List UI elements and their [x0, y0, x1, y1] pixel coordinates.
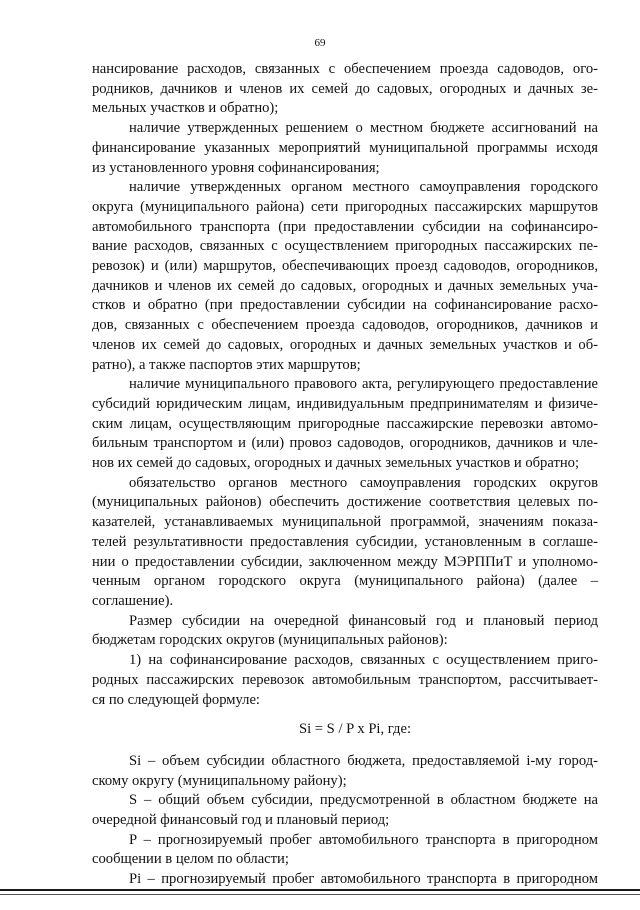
text-line: бильным транспортом и (или) провоз садоводов, огородников, дачников и чле- — [92, 435, 598, 452]
definition-si — [92, 752, 598, 791]
text-line: дов, связанных с обеспечением проезда садоводов, огородников, дачников и — [92, 317, 598, 334]
page-number: 69 — [314, 37, 326, 49]
text-line: (муниципальных районов) обеспечить достижение соответствия целевых по- — [92, 494, 598, 511]
text-line: скому округу (муниципальному району); — [92, 772, 347, 789]
paragraph-cofinancing — [92, 651, 598, 710]
text-line: 1) на софинансирование расходов, связанных с осуществлением приго- — [129, 652, 598, 669]
text-line: очередной финансовый год и плановый период; — [92, 812, 390, 829]
definition-s — [92, 791, 598, 830]
text-line: наличие муниципального правового акта, регулирующего предоставление — [129, 376, 598, 393]
text-line: финансирование указанных мероприятий муниципальной программы исходя — [92, 139, 598, 156]
text-line: дачников и членов их семей до садовых, огородных и дачных земельных уча- — [92, 277, 598, 294]
text-line: родников, дачников и членов их семей до садовых, огородных и дачных зе- — [92, 80, 598, 97]
text-line: нансирование расходов, связанных с обеспечением проезда садоводов, ого- — [92, 61, 598, 77]
subsidy-formula: Si = S / P x Pi, где: — [298, 721, 412, 738]
text-line: округа (муниципального района) сети пригородных пассажирских маршрутов — [92, 198, 598, 215]
text-line: из установленного уровня софинансирования; — [92, 159, 380, 176]
paragraph-obligation — [92, 474, 598, 612]
paragraph-route-network — [92, 178, 598, 375]
text-line: автомобильного транспорта (при предоставлении субсидии на софинансиро- — [92, 218, 598, 235]
text-line: нов их семей до садовых, огородных и дачных земельных участков и обратно; — [92, 455, 579, 472]
text-line: родных пассажирских перевозок автомобильным транспортом, рассчитывает- — [92, 671, 598, 688]
text-line: P – прогнозируемый пробег автомобильного транспорта в пригородном — [129, 831, 598, 848]
text-line: стков и обратно (при предоставлении субсидии на софинансирование расхо- — [92, 297, 598, 314]
text-line: казателей, устанавливаемых муниципальной программой, значениям показа- — [92, 514, 598, 531]
text-line: Pi – прогнозируемый пробег автомобильного транспорта в пригородном — [129, 871, 598, 888]
text-line: S – общий объем субсидии, предусмотренной в областном бюджете на — [129, 792, 598, 809]
text-line: соглашение). — [92, 592, 174, 609]
text-line: телей результативности предоставления субсидии, установленным в соглаше- — [92, 533, 598, 550]
text-line: наличие утвержденных органом местного самоуправления городского — [129, 179, 598, 196]
paragraph-continuation — [92, 60, 598, 119]
text-line: ревозок) и (или) маршрутов, обеспечивающих проезд садоводов, огородников, — [92, 258, 598, 275]
text-line: нии о предоставлении субсидии, заключенном между МЭРППиТ и уполномо- — [92, 553, 598, 570]
document-body — [92, 60, 598, 910]
paragraph-subsidy-size — [92, 612, 598, 651]
text-line: членов их семей до садовых, огородных и дачных земельных участков и об- — [92, 336, 598, 353]
text-line: наличие утвержденных решением о местном бюджете ассигнований на — [129, 120, 598, 137]
text-line: сообщении в целом по области; — [92, 851, 289, 868]
text-line: ратно), а также паспортов этих маршрутов; — [92, 356, 361, 373]
paragraph-legal-act — [92, 375, 598, 474]
text-line: мельных участков и обратно); — [92, 100, 279, 117]
paragraph-budget-allocations — [92, 119, 598, 178]
text-line: бюджетам городских округов (муниципальных районов): — [92, 632, 448, 649]
text-line: обязательство органов местного самоуправления городских округов — [129, 474, 598, 491]
text-line: Размер субсидии на очередной финансовый год и плановый период — [129, 612, 598, 629]
page-bottom-rule — [0, 889, 640, 907]
text-line: субсидий юридическим лицам, индивидуальным предпринимателям и физиче- — [92, 395, 598, 412]
text-line: Si – объем субсидии областного бюджета, предоставляемой i-му город- — [129, 752, 598, 769]
text-line: ским лицам, осуществляющим пригородные пассажирские перевозки автомо- — [92, 415, 598, 432]
text-line: ченным органом городского округа (муниципального района) (далее – — [92, 573, 598, 590]
text-line: вание расходов, связанных с осуществлением пригородных пассажирских пе- — [92, 238, 598, 255]
text-line: ся по следующей формуле: — [92, 691, 260, 708]
definition-p — [92, 831, 598, 870]
